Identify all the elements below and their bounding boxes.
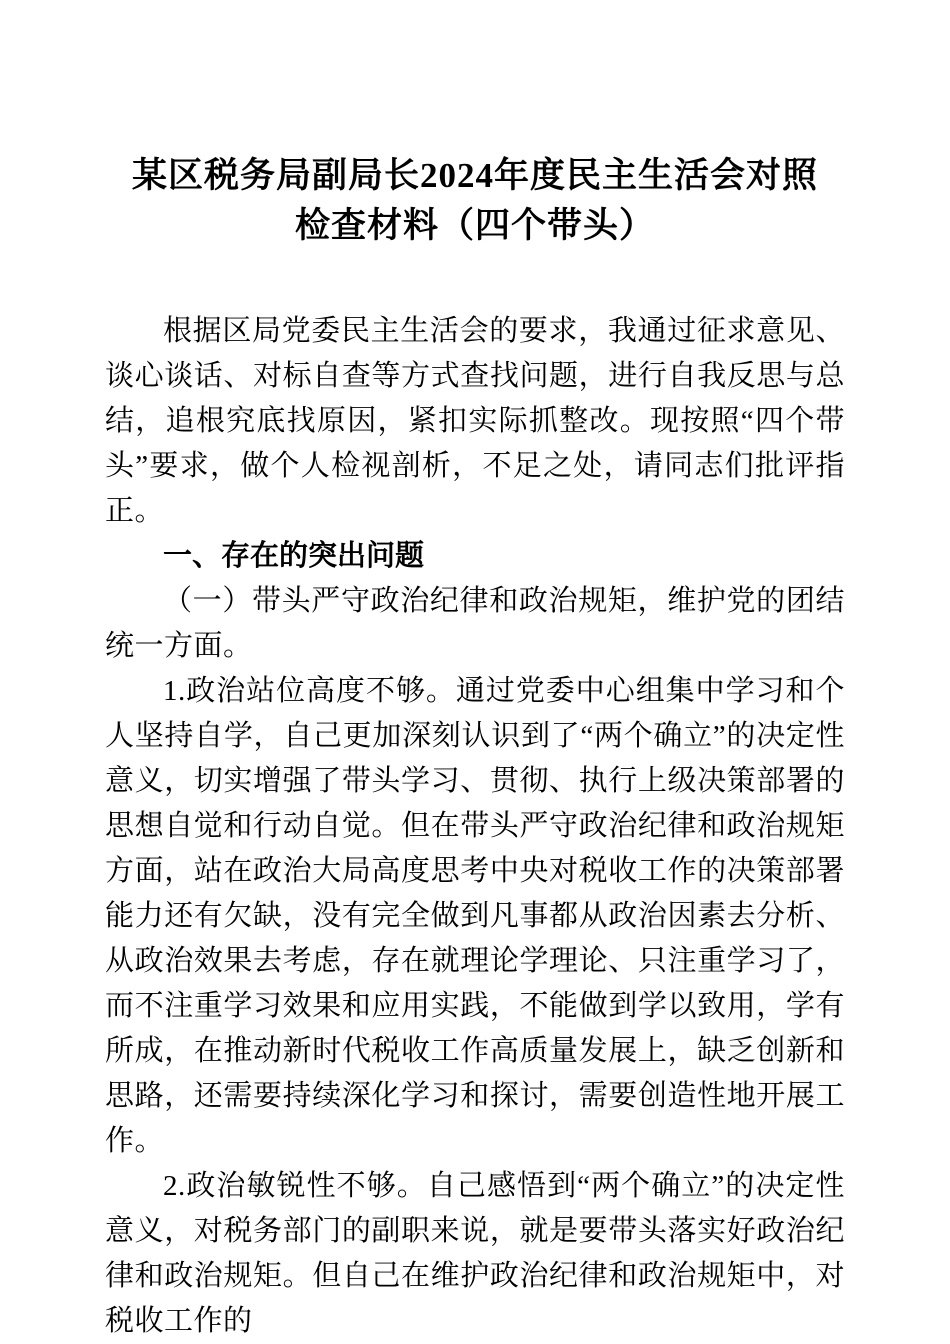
- document-title-line-2: 检查材料（四个带头）: [294, 206, 655, 246]
- paragraph-intro: 根据区局党委民主生活会的要求，我通过征求意见、谈心谈话、对标自查等方式查找问题，进行自我反思与总结，追根究底找原因，紧扣实际抓整改。现按照“四个带头”要求，做个人检视剖析，不足之处，请同志们批评指正。: [105, 315, 845, 528]
- paragraph-item-2: 2.政治敏锐性不够。自己感悟到“两个确立”的决定性意义，对税务部门的副职来说，就是要带头落实好政治纪律和政治规矩。但自己在维护政治纪律和政治规矩中，对税收工作的: [105, 1170, 845, 1338]
- paragraph-item-1: 1.政治站位高度不够。通过党委中心组集中学习和个人坚持自学，自己更加深刻认识到了“两个确立”的决定性意义，切实增强了带头学习、贯彻、执行上级决策部署的思想自觉和行动自觉。但在带头严守政治纪律和政治规矩方面，站在政治大局高度思考中央对税收工作的决策部署能力还有欠缺，没有完全做到凡事都从政治因素去分析、从政治效果去考虑，存在就理论学理论、只注重学习了，而不注重学习效果和应用实践，不能做到学以致用，学有所成，在推动新时代税收工作高质量发展上，缺乏创新和思路，还需要持续深化学习和探讨，需要创造性地开展工作。: [105, 675, 845, 1158]
- document-title-line-1: 某区税务局副局长2024年度民主生活会对照: [131, 156, 818, 196]
- document-title: [105, 151, 845, 251]
- document-body: [105, 309, 845, 1344]
- subsection-heading-1-1: （一）带头严守政治纪律和政治规矩，维护党的团结统一方面。: [105, 585, 845, 663]
- section-heading-1: 一、存在的突出问题: [163, 540, 425, 573]
